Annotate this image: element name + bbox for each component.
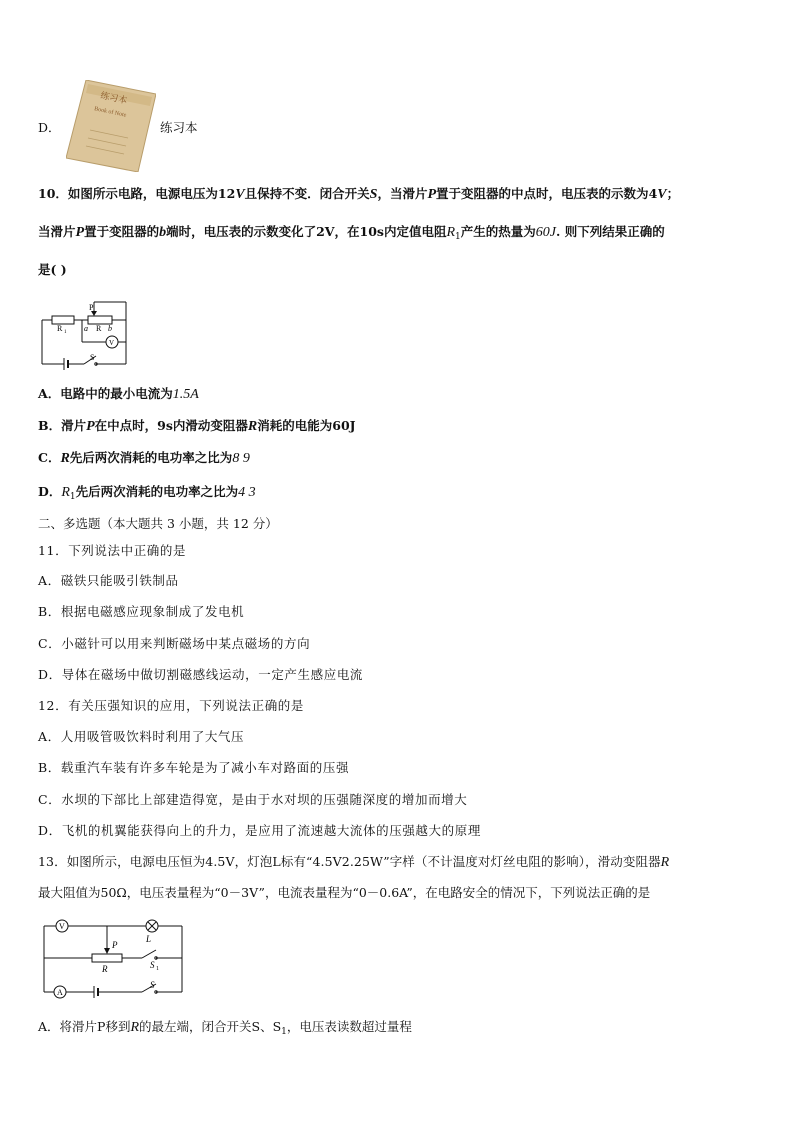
- q10-stem-line1: 10．如图所示电路，电源电压为12V且保持不变．闭合开关S，当滑片P置于变阻器的中点时，电压表的示数为4V；: [38, 186, 680, 202]
- svg-text:R: R: [96, 324, 102, 333]
- q12-option-a: A．人用吸管吸饮料时利用了大气压: [38, 729, 245, 744]
- q10-option-a: A．电路中的最小电流为1.5A: [38, 386, 199, 402]
- q10-stem-line2: 当滑片P置于变阻器的b端时，电压表的示数变化了2V，在10s内定值电阻$R_1$产生的热量为60J. 则下列结果正确的: [38, 224, 665, 242]
- svg-text:L: L: [146, 934, 152, 944]
- q9-option-d-text: 练习本: [160, 120, 198, 135]
- q11-option-b: B．根据电磁感应现象制成了发电机: [38, 604, 245, 619]
- q13-stem-line2: 最大阻值为50Ω，电压表量程为“0－3V”，电流表量程为“0－0.6A”，在电路安全的情况下，下列说法正确的是: [38, 885, 651, 900]
- svg-text:练习本: 练习本: [99, 90, 129, 106]
- svg-text:R: R: [57, 324, 63, 333]
- svg-text:R: R: [102, 964, 108, 974]
- svg-text:a: a: [84, 324, 88, 333]
- svg-text:S: S: [150, 980, 155, 990]
- svg-text:V: V: [109, 339, 115, 347]
- q13-circuit-diagram: [38, 916, 188, 1000]
- q13-stem-line1: 13．如图所示，电源电压恒为4.5V，灯泡L标有“4.5V2.25W”字样（不计温度对灯丝电阻的影响），滑动变阻器R: [38, 854, 670, 870]
- svg-text:P: P: [112, 940, 118, 950]
- svg-text:S: S: [90, 353, 95, 362]
- q10-option-c: C．R先后两次消耗的电功率之比为8 9: [38, 450, 250, 466]
- svg-text:Book of Note: Book of Note: [93, 106, 127, 119]
- svg-text:V: V: [59, 922, 65, 931]
- q12-stem: 12．有关压强知识的应用，下列说法正确的是: [38, 698, 305, 713]
- q11-stem: 11．下列说法中正确的是: [38, 543, 187, 558]
- notebook-image: [66, 80, 156, 172]
- q11-option-c: C．小磁针可以用来判断磁场中某点磁场的方向: [38, 636, 311, 651]
- q10-option-b: B．滑片P在中点时，9s内滑动变阻器R消耗的电能为60J: [38, 418, 356, 434]
- svg-text:A: A: [57, 988, 63, 997]
- q11-option-a: A．磁铁只能吸引铁制品: [38, 573, 179, 588]
- q11-option-d: D．导体在磁场中做切割磁感线运动，一定产生感应电流: [38, 667, 364, 682]
- q10-circuit-diagram: [38, 298, 138, 370]
- q10-stem-line3: 是( ): [38, 262, 67, 277]
- q12-option-d: D．飞机的机翼能获得向上的升力，是应用了流速越大流体的压强越大的原理: [38, 823, 481, 838]
- q10-option-d: D．$R_1$先后两次消耗的电功率之比为4 3: [38, 484, 256, 502]
- svg-text:b: b: [108, 324, 112, 333]
- svg-text:1: 1: [64, 330, 67, 335]
- svg-text:P: P: [89, 303, 94, 312]
- svg-text:1: 1: [156, 966, 159, 972]
- q12-option-c: C．水坝的下部比上部建造得宽，是由于水对坝的压强随深度的增加而增大: [38, 792, 468, 807]
- q9-option-d-label: D．: [38, 120, 61, 135]
- section-heading: 二、多选题（本大题共 3 小题，共 12 分）: [38, 516, 278, 531]
- q13-option-a: A．将滑片P移到R的最左端，闭合开关S、$S_1$，电压表读数超过量程: [38, 1019, 412, 1037]
- svg-text:S: S: [150, 960, 155, 970]
- q12-option-b: B．载重汽车装有许多车轮是为了减小车对路面的压强: [38, 760, 350, 775]
